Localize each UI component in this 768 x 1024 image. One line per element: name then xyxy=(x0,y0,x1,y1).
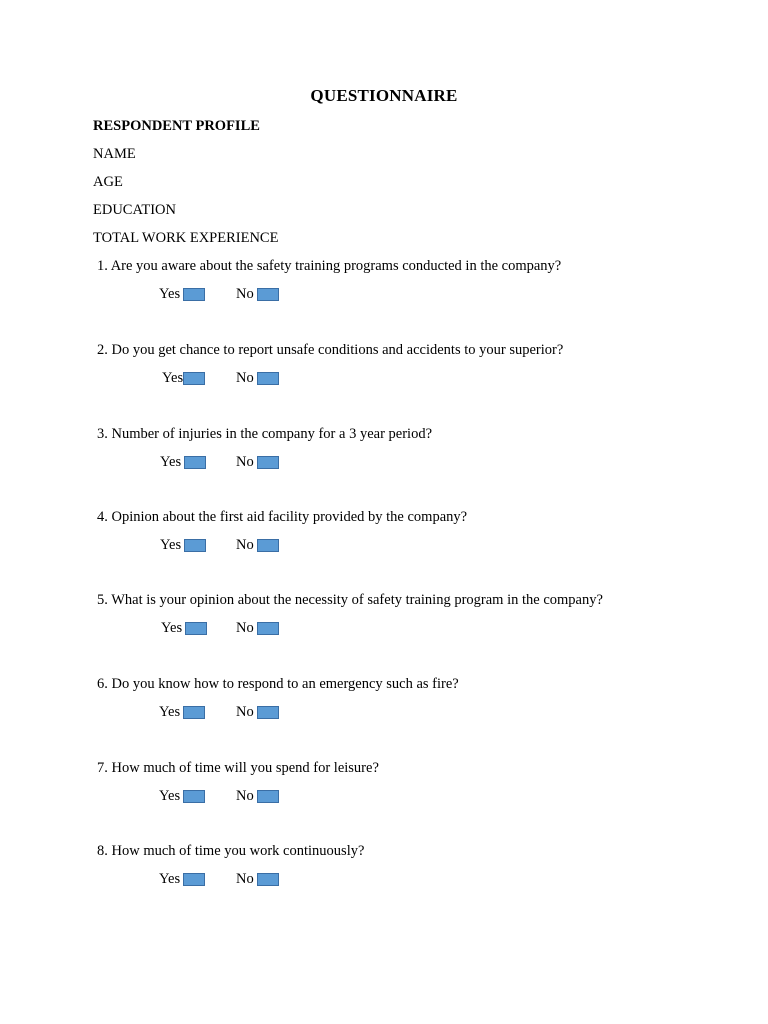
question-8: 8. How much of time you work continuously? xyxy=(97,843,365,859)
yes-checkbox[interactable] xyxy=(185,622,207,635)
yes-checkbox[interactable] xyxy=(183,790,205,803)
no-option-8[interactable] xyxy=(236,871,279,887)
no-checkbox[interactable] xyxy=(257,456,279,469)
yes-label: Yes xyxy=(159,788,181,804)
answer-row-6 xyxy=(0,704,768,724)
answer-row-3 xyxy=(0,454,768,474)
question-3: 3. Number of injuries in the company for a 3 year period? xyxy=(97,426,433,442)
answer-row-2 xyxy=(0,370,768,390)
yes-option-2[interactable] xyxy=(162,370,205,386)
profile-field-age: AGE xyxy=(93,174,123,190)
question-4: 4. Opinion about the first aid facility provided by the company? xyxy=(97,509,468,525)
profile-field-education: EDUCATION xyxy=(93,202,176,218)
yes-checkbox[interactable] xyxy=(183,288,205,301)
yes-label: Yes xyxy=(162,370,184,386)
no-label: No xyxy=(236,871,254,887)
no-checkbox[interactable] xyxy=(257,288,279,301)
no-label: No xyxy=(236,370,254,386)
answer-row-1 xyxy=(0,286,768,306)
yes-label: Yes xyxy=(159,871,181,887)
no-option-2[interactable] xyxy=(236,370,279,386)
yes-option-5[interactable] xyxy=(161,620,207,636)
yes-label: Yes xyxy=(160,454,182,470)
profile-field-name: NAME xyxy=(93,146,136,162)
yes-checkbox[interactable] xyxy=(183,706,205,719)
page-title: QUESTIONNAIRE xyxy=(310,86,458,105)
yes-option-7[interactable] xyxy=(159,788,205,804)
no-option-1[interactable] xyxy=(236,286,279,302)
no-label: No xyxy=(236,788,254,804)
no-label: No xyxy=(236,537,254,553)
no-label: No xyxy=(236,704,254,720)
yes-option-3[interactable] xyxy=(160,454,206,470)
no-label: No xyxy=(236,454,254,470)
no-checkbox[interactable] xyxy=(257,790,279,803)
answer-row-4 xyxy=(0,537,768,557)
yes-label: Yes xyxy=(159,704,181,720)
yes-option-6[interactable] xyxy=(159,704,205,720)
no-checkbox[interactable] xyxy=(257,539,279,552)
yes-label: Yes xyxy=(161,620,183,636)
no-checkbox[interactable] xyxy=(257,873,279,886)
question-5: 5. What is your opinion about the necessity of safety training program in the company? xyxy=(97,592,603,608)
answer-row-7 xyxy=(0,788,768,808)
answer-row-8 xyxy=(0,871,768,891)
yes-option-4[interactable] xyxy=(160,537,206,553)
no-checkbox[interactable] xyxy=(257,622,279,635)
respondent-profile-heading: RESPONDENT PROFILE xyxy=(93,118,260,134)
no-checkbox[interactable] xyxy=(257,706,279,719)
question-7: 7. How much of time will you spend for leisure? xyxy=(97,760,379,776)
no-option-7[interactable] xyxy=(236,788,279,804)
yes-option-8[interactable] xyxy=(159,871,205,887)
question-2: 2. Do you get chance to report unsafe conditions and accidents to your superior? xyxy=(97,342,564,358)
question-1: 1. Are you aware about the safety training programs conducted in the company? xyxy=(97,258,562,274)
no-option-6[interactable] xyxy=(236,704,279,720)
question-6: 6. Do you know how to respond to an emergency such as fire? xyxy=(97,676,459,692)
yes-checkbox[interactable] xyxy=(183,873,205,886)
no-label: No xyxy=(236,286,254,302)
no-checkbox[interactable] xyxy=(257,372,279,385)
answer-row-5 xyxy=(0,620,768,640)
no-option-3[interactable] xyxy=(236,454,279,470)
yes-checkbox[interactable] xyxy=(184,456,206,469)
no-option-4[interactable] xyxy=(236,537,279,553)
yes-label: Yes xyxy=(160,537,182,553)
no-label: No xyxy=(236,620,254,636)
yes-checkbox[interactable] xyxy=(184,539,206,552)
yes-option-1[interactable] xyxy=(159,286,205,302)
yes-checkbox[interactable] xyxy=(183,372,205,385)
profile-field-work-experience: TOTAL WORK EXPERIENCE xyxy=(93,230,279,246)
no-option-5[interactable] xyxy=(236,620,279,636)
yes-label: Yes xyxy=(159,286,181,302)
